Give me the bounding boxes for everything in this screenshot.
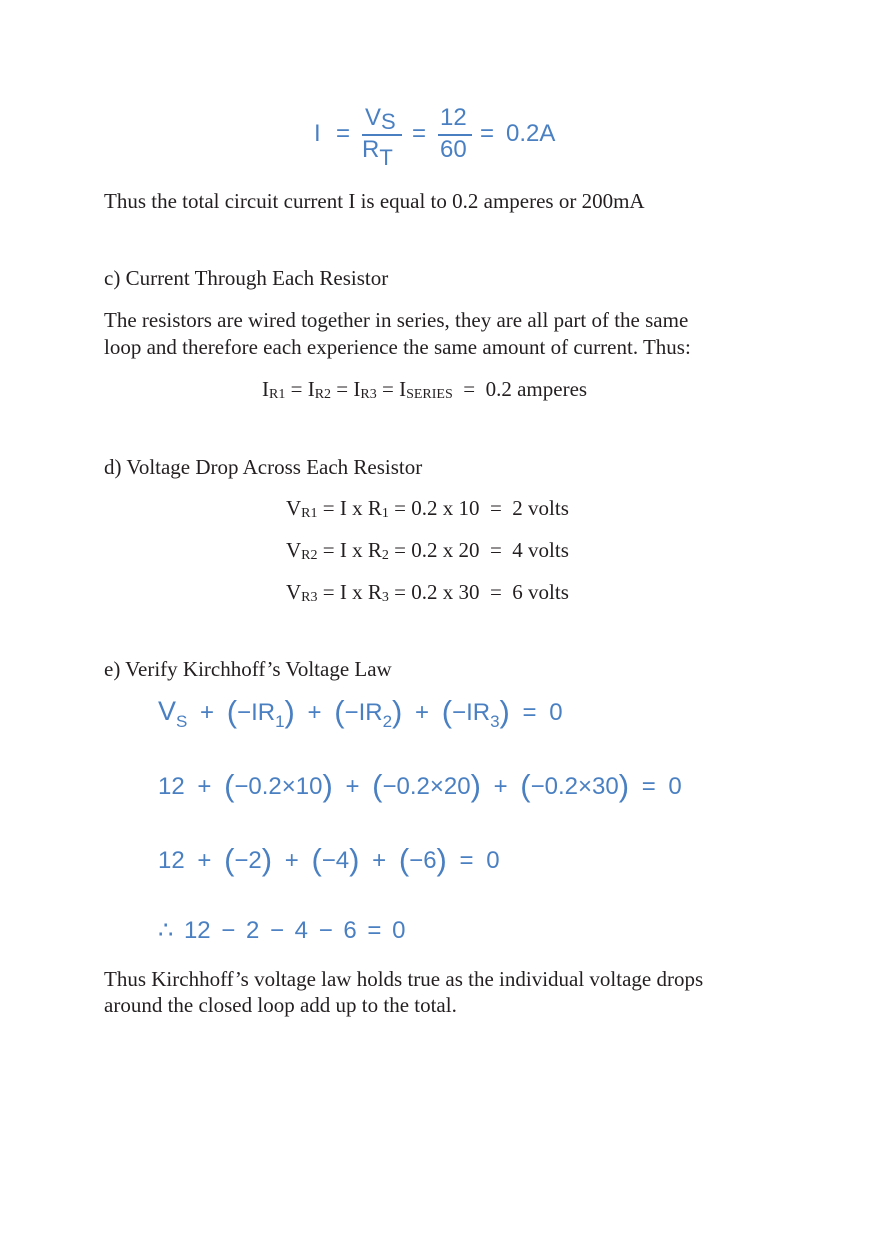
frac-vs-v: V	[365, 104, 382, 131]
voltage-drop-row: $V_{R2} = I$ x $R_2 = 0.2$ x 20 = 4 volts	[286, 538, 569, 563]
voltage-drop-value: 6 volts	[512, 580, 569, 604]
conclusion-line2: around the closed loop add up to the total.	[104, 993, 457, 1017]
formula-total-current	[312, 106, 582, 168]
frac-rt-r: R	[362, 136, 380, 163]
formula-eq-2: =	[412, 120, 427, 147]
section-d-heading: d) Voltage Drop Across Each Resistor	[104, 455, 423, 479]
frac-vs-sub: S	[381, 109, 396, 134]
conclusion-line1: Thus Kirchhoff’s voltage law holds true as the individual voltage drops	[104, 967, 704, 991]
voltage-drop-value: 4 volts	[512, 538, 569, 562]
series-current-value: 0.2 amperes	[485, 377, 588, 401]
frac-rt-sub: T	[379, 145, 393, 170]
section-c-heading: c) Current Through Each Resistor	[104, 266, 389, 290]
total-current-text: Thus the total circuit current I is equal to 0.2 amperes or 200mA	[104, 189, 645, 213]
frac-den-60: 60	[440, 136, 467, 163]
voltage-drop-value: 2 volts	[512, 496, 569, 520]
fraction-vs-rt	[362, 106, 402, 168]
kvl-equation-drops: 12 + (−2) + (−4) + (−6) = 0	[158, 842, 500, 877]
fraction-12-60	[438, 106, 472, 168]
formula-lhs: I	[314, 120, 321, 147]
frac-num-12: 12	[440, 104, 467, 131]
section-c-para-line1: The resistors are wired together in series, they are all part of the same	[104, 308, 689, 332]
voltage-drop-row: $V_{R1} = I$ x $R_1 = 0.2$ x 10 = 2 volts	[286, 496, 569, 521]
section-e-heading: e) Verify Kirchhoff’s Voltage Law	[104, 657, 392, 681]
formula-result: 0.2A	[506, 120, 556, 147]
formula-eq-3: =	[480, 120, 495, 147]
kvl-equation-numeric: 12 + (−0.2×10) + (−0.2×20) + (−0.2×30) = 0	[158, 768, 682, 803]
kvl-equation-conclusion: ∴ 12 − 2 − 4 − 6 = 0	[158, 917, 406, 944]
kvl-equation-symbolic: $V_S + (-IR_1) + (-IR_2) + (-IR_3) = 0$	[158, 694, 563, 731]
voltage-drop-row: $V_{R3} = I$ x $R_3 = 0.2$ x 30 = 6 volts	[286, 580, 569, 605]
formula-eq-1: =	[336, 120, 351, 147]
series-current-equation: $I_{R1} = I_{R2} = I_{R3} = I_{SERIES} = 0.2$ amperes	[262, 377, 588, 402]
section-c-para-line2: loop and therefore each experience the same amount of current. Thus:	[104, 335, 691, 359]
